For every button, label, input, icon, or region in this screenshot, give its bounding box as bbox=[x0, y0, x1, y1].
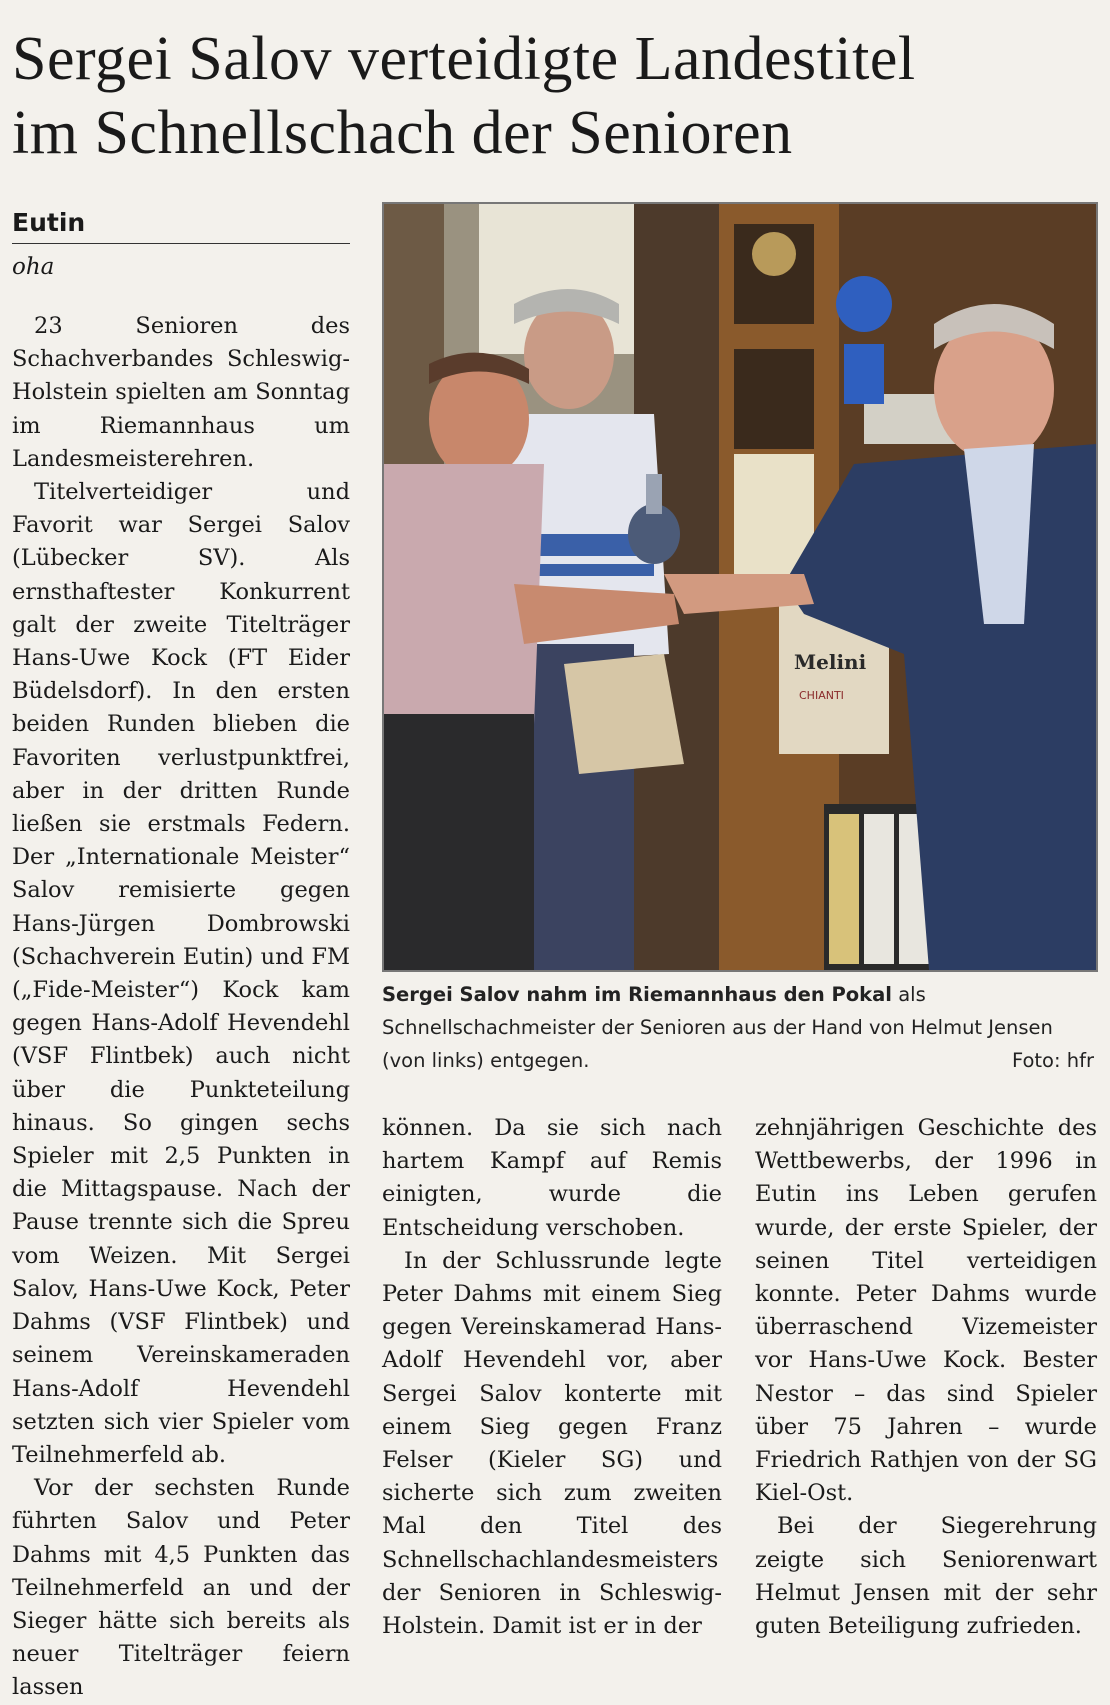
paragraph: können. Da sie sich nach hartem Kampf auf Remis einigten, wurde die Entscheidung verschoben. bbox=[382, 1115, 722, 1241]
photo-illustration bbox=[384, 204, 1096, 970]
paragraph: 23 Senioren des Schachverbandes Schleswig-Holstein spielten am Sonntag im Riemannhaus um Landesmeisterehren. bbox=[12, 313, 350, 472]
paragraph: Vor der sechsten Runde führten Salov und Peter Dahms mit 4,5 Punkten das Teilnehmerfeld an und der Sieger hätte sich bereits als neuer Titelträger feiern lassen bbox=[12, 1475, 350, 1701]
box-sublabel: CHIANTI bbox=[799, 689, 844, 702]
dateline: Eutin bbox=[12, 208, 350, 244]
caption-text: als Schnellschachmeister der Senioren aus der Hand von Helmut Jensen (von links) entgegen. bbox=[382, 983, 1053, 1072]
award-photo bbox=[382, 202, 1098, 972]
paragraph: zehnjährigen Geschichte des Wettbewerbs, der 1996 in Eutin ins Leben gerufen wurde, der erste Spieler, der seinen Titel verteidigen konnte. Peter Dahms wurde überraschend Vizemeister vor Hans-Uwe Kock. Bester Nestor – das sind Spieler über 75 Jahren – wurde Friedrich Rathjen von der SG Kiel-Ost. bbox=[755, 1115, 1097, 1507]
byline: oha bbox=[12, 254, 55, 280]
paragraph: Bei der Siegerehrung zeigte sich Seniorenwart Helmut Jensen mit der sehr guten Beteiligung zufrieden. bbox=[755, 1513, 1097, 1640]
body-column-2 bbox=[382, 1112, 722, 1643]
paragraph: Titelverteidiger und Favorit war Sergei Salov (Lübecker SV). Als ernsthaftester Konkurrent galt der zweite Titelträger Hans-Uwe Kock (FT Eider Büdelsdorf). In den ersten beiden Runden blieben die Favoriten verlustpunktfrei, aber in der dritten Runde ließen sie erstmals Federn. Der „Internationale Meister“ Salov remisierte gegen Hans-Jürgen Dombrowski (Schachverein Eutin) und FM („Fide-Meister“) Kock kam gegen Hans-Adolf Hevendehl (VSF Flintbek) auch nicht über die Punkteteilung hinaus. So gingen sechs Spieler mit 2,5 Punkten in die Mittagspause. Nach der Pause trennte sich die Spreu vom Weizen. Mit Sergei Salov, Hans-Uwe Kock, Peter Dahms (VSF Flintbek) und seinem Vereinskameraden Hans-Adolf Hevendehl setzten sich vier Spieler vom Teilnehmerfeld ab. bbox=[12, 479, 350, 1468]
article-headline bbox=[12, 22, 1092, 170]
paragraph: In der Schlussrunde legte Peter Dahms mit einem Sieg gegen Vereinskamerad Hans-Adolf Hevendehl vor, aber Sergei Salov konterte mit einem Sieg gegen Franz Felser (Kieler SG) und sicherte sich zum zweiten Mal den Titel des Schnellschachlandesmeisters der Senioren in Schleswig-Holstein. Damit ist er in der bbox=[382, 1247, 722, 1640]
body-column-3 bbox=[755, 1112, 1097, 1643]
photo-credit: Foto: hfr bbox=[1011, 1049, 1094, 1072]
caption-lead: Sergei Salov nahm im Riemannhaus den Pokal bbox=[382, 983, 892, 1006]
body-column-1 bbox=[12, 310, 350, 1705]
box-label: Melini bbox=[794, 650, 867, 674]
headline-line-1: Sergei Salov verteidigte Landestitel bbox=[12, 25, 916, 93]
headline-line-2: im Schnellschach der Senioren bbox=[12, 99, 793, 167]
photo-caption bbox=[382, 978, 1094, 1077]
